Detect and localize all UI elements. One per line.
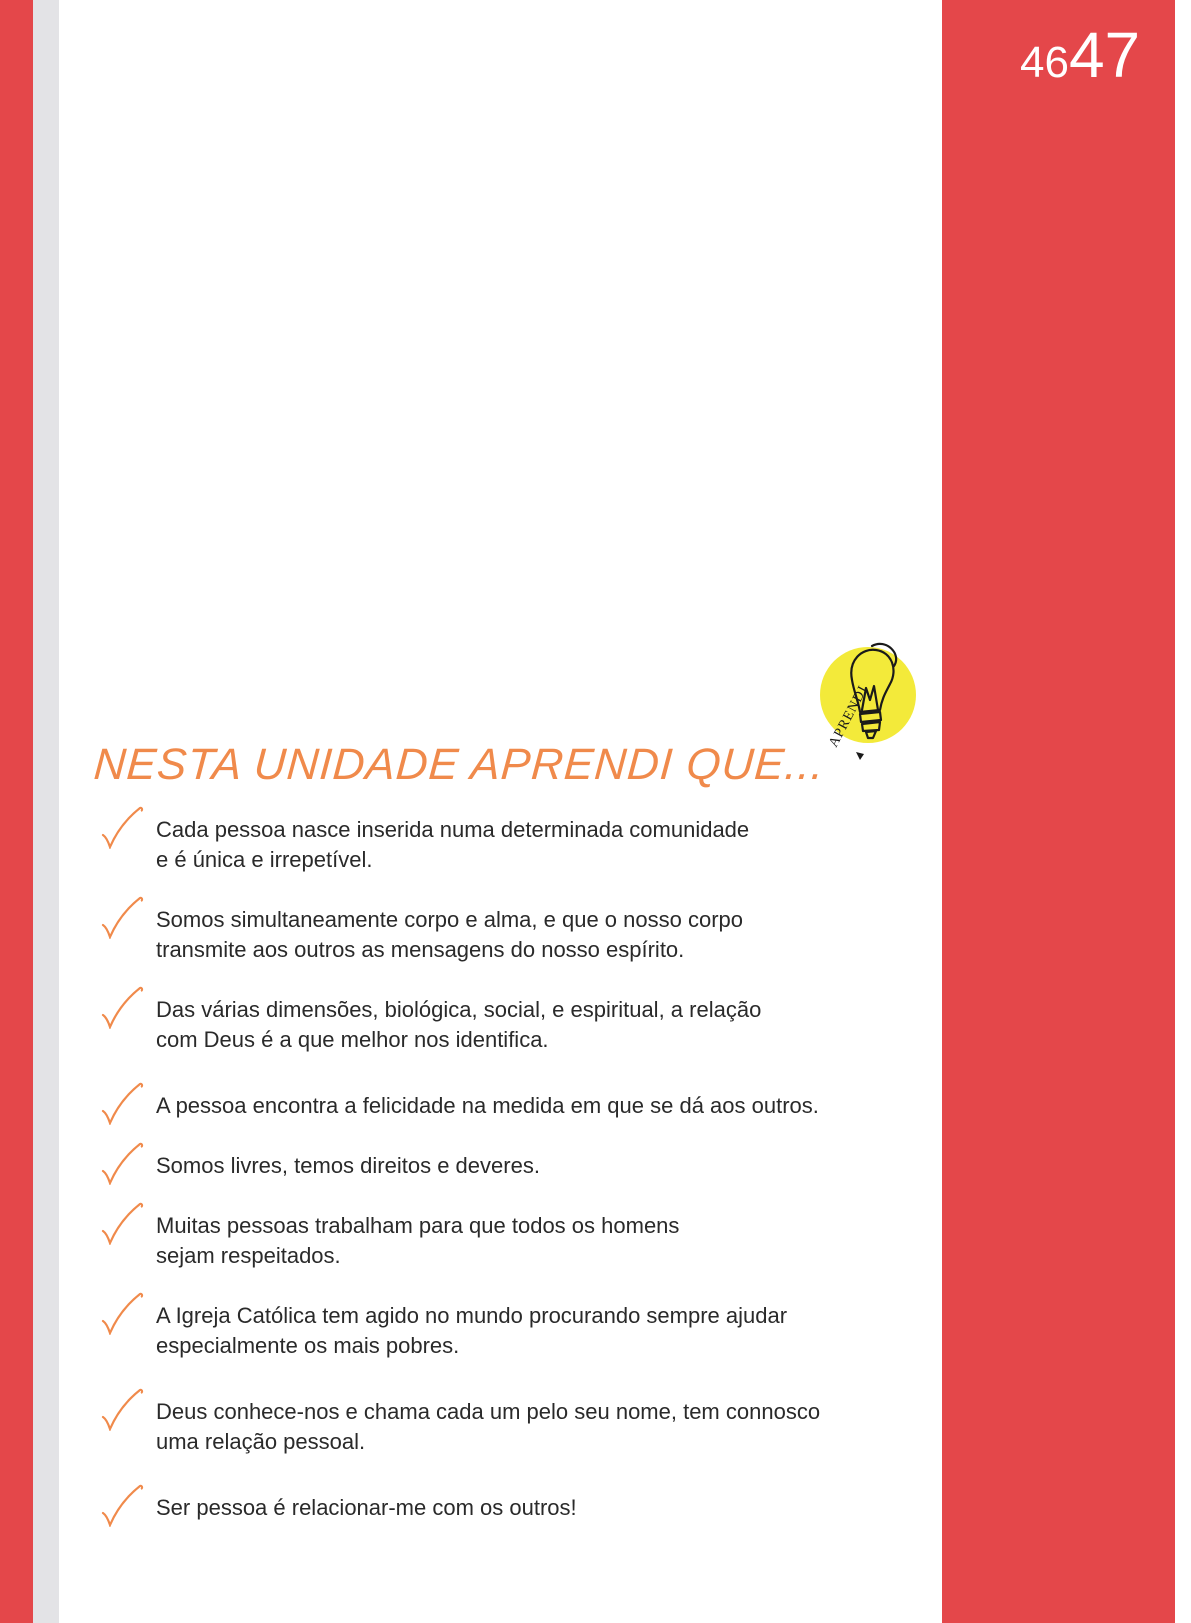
list-item-text: Cada pessoa nasce inserida numa determinada comunidade e é única e irrepetível. xyxy=(156,817,750,872)
list-item-text: Somos simultaneamente corpo e alma, e que o nosso corpo transmite aos outros as mensagens do nosso espírito. xyxy=(156,907,743,962)
svg-text:APRENDI: APRENDI xyxy=(826,683,872,750)
list-item-text: Muitas pessoas trabalham para que todos os homens sejam respeitados. xyxy=(156,1213,680,1268)
page-number-left: 46 xyxy=(1020,38,1069,87)
left-red-bar xyxy=(0,0,33,1623)
checkmark-icon xyxy=(100,1387,144,1431)
list-item xyxy=(100,1091,930,1121)
list-item-text: A pessoa encontra a felicidade na medida em que se dá aos outros. xyxy=(156,1093,819,1118)
list-item xyxy=(100,1211,930,1271)
list-item xyxy=(100,1397,930,1457)
list-item xyxy=(100,1301,930,1361)
list-item-text: A Igreja Católica tem agido no mundo procurando sempre ajudar especialmente os mais pobres. xyxy=(156,1303,788,1358)
checkmark-icon xyxy=(100,1201,144,1245)
list-item-text: Somos livres, temos direitos e deveres. xyxy=(156,1153,540,1178)
list-item xyxy=(100,1151,930,1181)
right-page-edge xyxy=(1175,0,1191,1623)
list-item-text: Ser pessoa é relacionar-me com os outros! xyxy=(156,1495,577,1520)
list-item xyxy=(100,905,930,965)
list-item xyxy=(100,995,930,1055)
list-item-text: Das várias dimensões, biológica, social, e espiritual, a relação com Deus é a que melhor nos identifica. xyxy=(156,997,762,1052)
checkmark-icon xyxy=(100,1141,144,1185)
checkmark-icon xyxy=(100,895,144,939)
checkmark-icon xyxy=(100,1483,144,1527)
checkmark-icon xyxy=(100,1081,144,1125)
list-item xyxy=(100,815,930,875)
page-number xyxy=(1020,18,1140,92)
page-number-right: 47 xyxy=(1068,19,1141,91)
checkmark-icon xyxy=(100,985,144,1029)
checkmark-icon xyxy=(100,805,144,849)
list-item-text: Deus conhece-nos e chama cada um pelo seu nome, tem connosco uma relação pessoal. xyxy=(156,1399,821,1454)
checkmark-icon xyxy=(100,1291,144,1335)
list-item xyxy=(100,1493,930,1523)
section-title: NESTA UNIDADE APRENDI QUE... xyxy=(92,740,827,789)
left-grey-bar xyxy=(33,0,59,1623)
right-red-panel xyxy=(942,0,1191,1623)
learning-list xyxy=(100,815,930,1523)
